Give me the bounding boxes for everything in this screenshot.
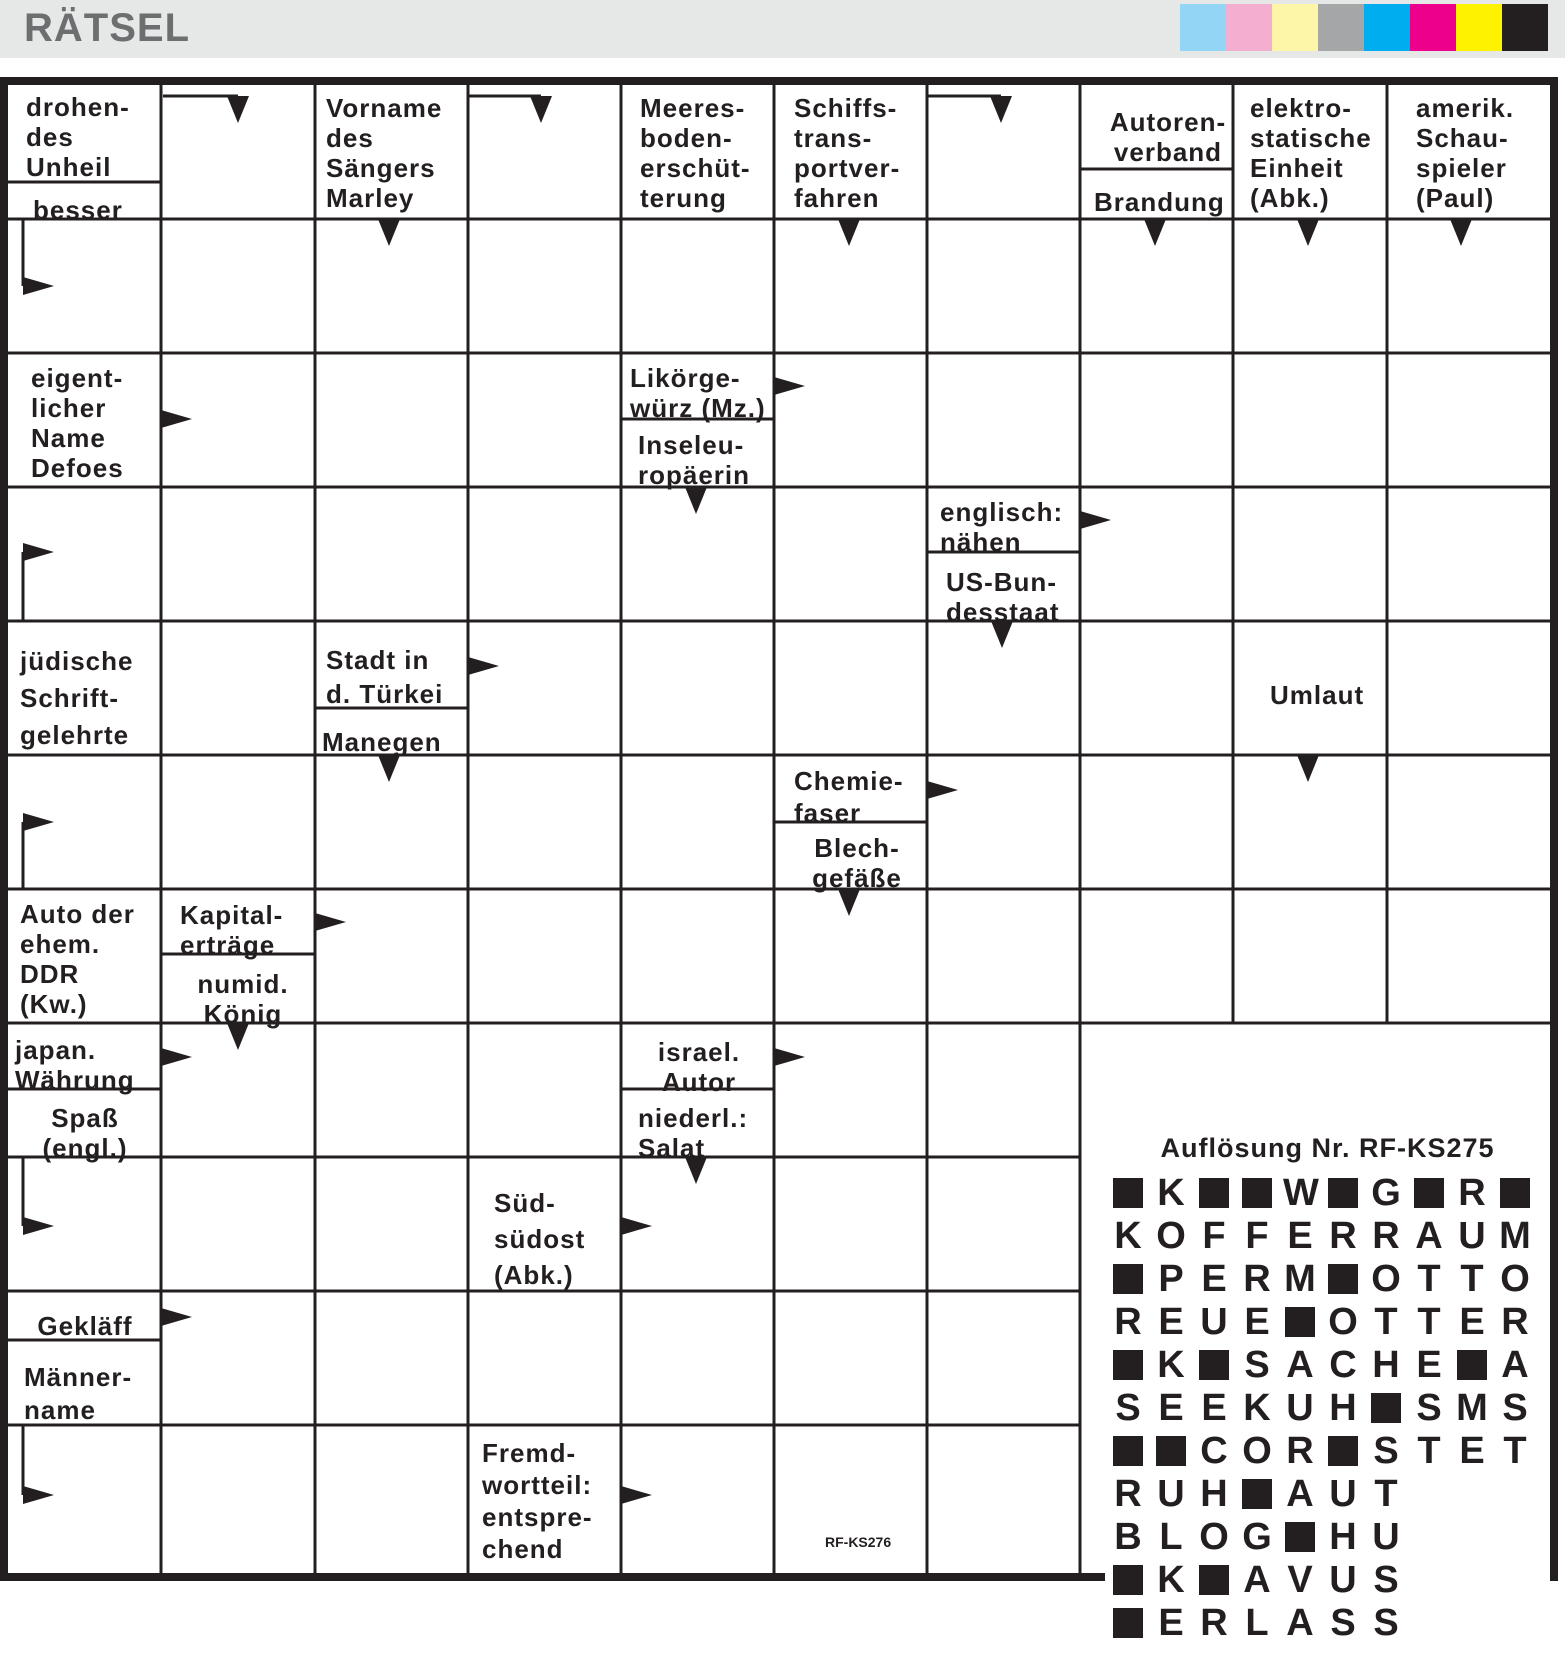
solution-letter: S [1502, 1387, 1528, 1429]
solution-letter: R [1329, 1215, 1357, 1257]
solution-letter: R [1458, 1172, 1486, 1214]
solution-letter: K [1157, 1172, 1185, 1214]
solution-letter: S [1244, 1344, 1270, 1386]
arrow-down-icon [378, 219, 400, 246]
solution-letter: S [1330, 1602, 1356, 1644]
solution-letter: P [1158, 1258, 1184, 1300]
solution-block [1412, 1173, 1446, 1213]
clue-r3c6a: englisch: nähen [940, 497, 1064, 557]
solution-letter: T [1374, 1473, 1398, 1515]
solution-letter: K [1157, 1344, 1185, 1386]
solution-letter: F [1245, 1215, 1269, 1257]
color-swatch [1410, 4, 1456, 51]
clue-r3c6b: US-Bun- desstaat [946, 567, 1060, 627]
solution-letter: H [1329, 1516, 1357, 1558]
clue-r6c1b: numid. König [197, 969, 289, 1029]
color-swatch [1318, 4, 1364, 51]
solution-letter: W [1283, 1172, 1319, 1214]
arrow-down-icon [227, 96, 249, 123]
clue-r0c2: Vorname des Sängers Marley [326, 93, 443, 213]
solution-letter: U [1329, 1559, 1357, 1601]
solution-block [1283, 1302, 1317, 1342]
solution-letter: O [1371, 1258, 1401, 1300]
arrow-right-icon [23, 1486, 54, 1504]
solution-letter: K [1157, 1559, 1185, 1601]
solution-letter: O [1156, 1215, 1186, 1257]
solution-letter: C [1329, 1344, 1357, 1386]
clue-r7c4b: niederl.: Salat [638, 1103, 749, 1163]
solution-letter: A [1501, 1344, 1529, 1386]
solution-letter: O [1199, 1516, 1229, 1558]
solution-letter: U [1157, 1473, 1185, 1515]
color-swatch [1180, 4, 1226, 51]
clue-r0c0b: besser [33, 195, 123, 225]
solution-letter: H [1372, 1344, 1400, 1386]
arrow-down-icon [685, 487, 707, 514]
arrow-right-icon [1080, 511, 1111, 529]
solution-letter: T [1417, 1430, 1441, 1472]
solution-letter: K [1114, 1215, 1142, 1257]
solution-letter: T [1460, 1258, 1484, 1300]
solution-letter: A [1286, 1602, 1314, 1644]
arrow-right-icon [774, 1048, 805, 1066]
solution-letter: H [1200, 1473, 1228, 1515]
puzzle-code: RF-KS276 [825, 1534, 892, 1550]
color-swatches [1180, 4, 1548, 51]
clue-r0c7b: Brandung [1094, 187, 1225, 217]
solution-letter: R [1114, 1473, 1142, 1515]
clue-r8c3: Süd- südost (Abk.) [494, 1188, 586, 1290]
arrow-down-icon [838, 889, 860, 916]
solution-letter: H [1329, 1387, 1357, 1429]
arrow-down-icon [1297, 755, 1319, 782]
solution-letter: M [1499, 1215, 1531, 1257]
solution-letter: E [1416, 1344, 1442, 1386]
clue-r4c0: jüdische Schrift- gelehrte [20, 646, 134, 750]
solution-block [1111, 1173, 1145, 1213]
clue-r7c0a: japan. Währung [15, 1035, 135, 1095]
color-swatch [1364, 4, 1410, 51]
arrow-down-icon [530, 96, 552, 123]
arrow-right-icon [23, 277, 54, 295]
solution-block [1197, 1345, 1231, 1385]
solution-panel [1105, 1125, 1550, 1658]
arrow-right-icon [161, 410, 192, 428]
arrow-right-icon [23, 543, 54, 561]
clue-r0c8: elektro- statische Einheit (Abk.) [1250, 93, 1372, 213]
solution-letter: T [1374, 1301, 1398, 1343]
solution-block [1111, 1259, 1145, 1299]
solution-letter: F [1202, 1215, 1226, 1257]
solution-letter: T [1417, 1301, 1441, 1343]
clue-r0c5: Schiffs- trans- portver- fahren [794, 93, 901, 213]
clue-r0c9: amerik. Schau- spieler (Paul) [1416, 93, 1515, 213]
arrow-right-icon [774, 377, 805, 395]
solution-block [1240, 1173, 1274, 1213]
solution-letter: E [1287, 1215, 1313, 1257]
solution-letter: E [1244, 1301, 1270, 1343]
clue-r0c7a: Autoren- verband [1109, 107, 1227, 167]
solution-letter: T [1417, 1258, 1441, 1300]
solution-letter: R [1243, 1258, 1271, 1300]
clue-r5c5a: Chemie- faser [794, 766, 904, 828]
solution-block [1326, 1431, 1360, 1471]
arrow-right-icon [161, 1308, 192, 1326]
solution-letter: G [1242, 1516, 1272, 1558]
solution-block [1197, 1173, 1231, 1213]
solution-letter: E [1459, 1430, 1485, 1472]
clue-r7c4a: israel. Autor [657, 1037, 741, 1097]
arrow-right-icon [161, 1048, 192, 1066]
solution-letter: S [1373, 1602, 1399, 1644]
color-swatch [1226, 4, 1272, 51]
solution-letter: E [1158, 1602, 1184, 1644]
solution-letter: R [1286, 1430, 1314, 1472]
arrow-right-icon [315, 913, 346, 931]
clue-r4c2b: Manegen [322, 727, 442, 757]
solution-letter: S [1373, 1430, 1399, 1472]
arrow-down-icon [1144, 219, 1166, 246]
solution-block [1111, 1560, 1145, 1600]
solution-letter: S [1373, 1559, 1399, 1601]
solution-letter: A [1415, 1215, 1443, 1257]
solution-letter: M [1456, 1387, 1488, 1429]
clue-r5c5b: Blech- gefäße [812, 833, 902, 893]
solution-letter: L [1245, 1602, 1269, 1644]
color-swatch [1456, 4, 1502, 51]
clue-r0c0a: drohen- des Unheil [26, 92, 130, 182]
arrow-right-icon [927, 781, 958, 799]
arrow-down-icon [1450, 219, 1472, 246]
solution-letter: C [1200, 1430, 1228, 1472]
solution-letter: A [1286, 1473, 1314, 1515]
solution-letter: A [1286, 1344, 1314, 1386]
solution-letter: R [1501, 1301, 1529, 1343]
clue-r0c4: Meeres- boden- erschüt- terung [640, 93, 751, 213]
color-swatch [1502, 4, 1548, 51]
solution-block [1283, 1517, 1317, 1557]
clue-r10c3: Fremd- wortteil: entspre- chend [482, 1438, 593, 1564]
arrow-down-icon [838, 219, 860, 246]
solution-letter: U [1200, 1301, 1228, 1343]
solution-letter: E [1459, 1301, 1485, 1343]
clue-r2c0: eigent- licher Name Defoes [31, 363, 124, 483]
clue-r2c4b: Inseleu- ropäerin [638, 430, 751, 490]
solution-letter: E [1158, 1387, 1184, 1429]
solution-letter: S [1416, 1387, 1442, 1429]
clue-r6c1a: Kapital- erträge [180, 900, 284, 960]
solution-block [1326, 1259, 1360, 1299]
solution-block [1197, 1560, 1231, 1600]
solution-block [1111, 1345, 1145, 1385]
solution-letter: E [1158, 1301, 1184, 1343]
clue-r4c2a: Stadt in d. Türkei [326, 645, 444, 709]
arrow-right-icon [621, 1486, 652, 1504]
color-swatch [1272, 4, 1318, 51]
arrow-right-icon [23, 813, 54, 831]
solution-letter: R [1114, 1301, 1142, 1343]
solution-letter: T [1503, 1430, 1527, 1472]
solution-letter: U [1329, 1473, 1357, 1515]
crossword-grid[interactable] [0, 77, 1558, 1644]
clue-r7c0b: Spaß (engl.) [42, 1103, 128, 1163]
page-title: RÄTSEL [24, 6, 190, 50]
solution-block [1326, 1173, 1360, 1213]
solution-letter: O [1242, 1430, 1272, 1472]
solution-letter: V [1287, 1559, 1313, 1601]
solution-block [1111, 1603, 1145, 1643]
solution-letter: L [1159, 1516, 1183, 1558]
solution-letter: A [1243, 1559, 1271, 1601]
solution-letter: S [1115, 1387, 1141, 1429]
clue-r6c0: Auto der ehem. DDR (Kw.) [20, 899, 135, 1019]
clue-r9c0b: Männer- name [24, 1362, 133, 1425]
solution-letter: R [1200, 1602, 1228, 1644]
solution-letter: E [1201, 1258, 1227, 1300]
solution-title: Auflösung Nr. RF-KS275 [1160, 1133, 1495, 1163]
arrow-down-icon [378, 755, 400, 782]
clue-r2c4a: Likörge- würz (Mz.) [630, 363, 766, 423]
clue-r9c0a: Gekläff [37, 1311, 133, 1341]
arrow-right-icon [468, 657, 499, 675]
solution-letter: U [1286, 1387, 1314, 1429]
solution-letter: G [1371, 1172, 1401, 1214]
solution-letter: B [1114, 1516, 1142, 1558]
clue-r4c8: Umlaut [1270, 680, 1365, 710]
arrow-right-icon [23, 1217, 54, 1235]
solution-block [1369, 1388, 1403, 1428]
solution-letter: O [1328, 1301, 1358, 1343]
header-bar [0, 0, 1565, 58]
solution-letter: O [1500, 1258, 1530, 1300]
solution-block [1498, 1173, 1532, 1213]
solution-letter: K [1243, 1387, 1271, 1429]
solution-block [1111, 1431, 1145, 1471]
arrow-down-icon [990, 96, 1012, 123]
solution-block [1154, 1431, 1188, 1471]
solution-letter: R [1372, 1215, 1400, 1257]
solution-block [1455, 1345, 1489, 1385]
arrow-right-icon [621, 1217, 652, 1235]
solution-letter: E [1201, 1387, 1227, 1429]
solution-letter: M [1284, 1258, 1316, 1300]
solution-letter: U [1458, 1215, 1486, 1257]
arrow-down-icon [1297, 219, 1319, 246]
solution-letter: U [1372, 1516, 1400, 1558]
solution-block [1240, 1474, 1274, 1514]
